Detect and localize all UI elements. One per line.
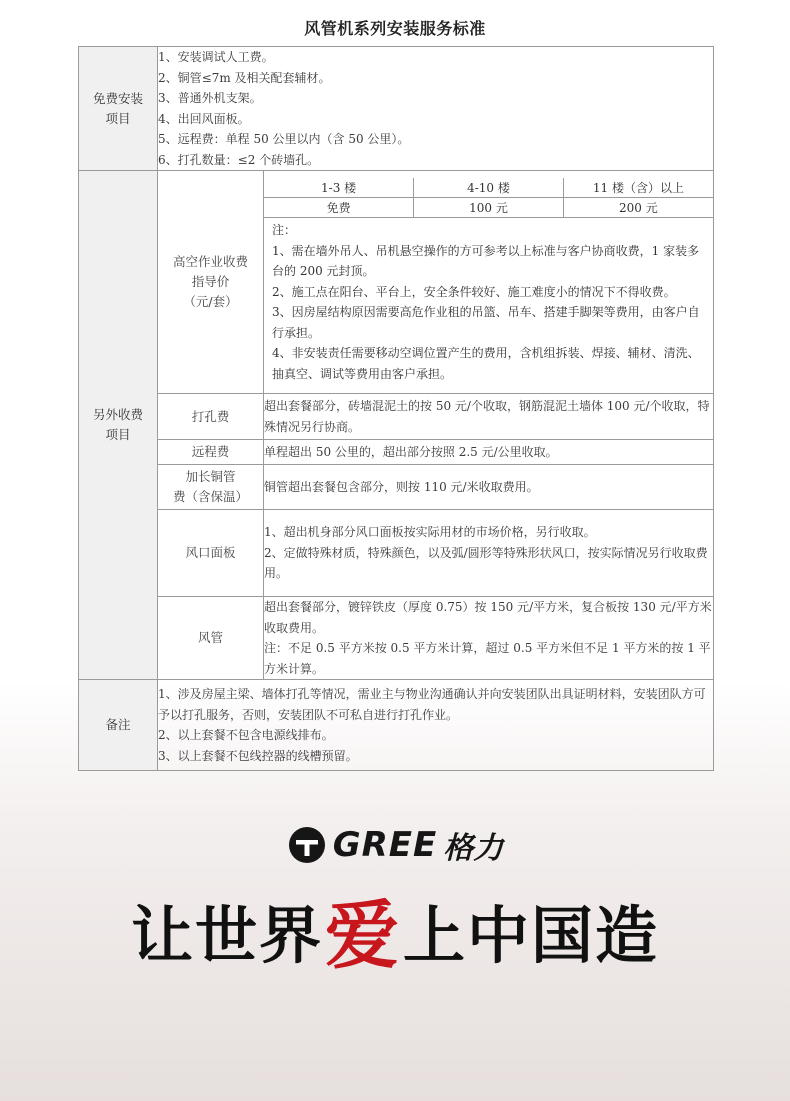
brand-name-en: GREE [332,825,438,865]
floor-header: 11 楼（含）以上 [563,178,713,198]
duct-label: 风管 [158,597,264,680]
list-item: 1、超出机身部分风口面板按实际用材的市场价格，另行收取。 [264,525,596,540]
floor-price: 200 元 [563,198,713,218]
floor-header: 1-3 楼 [264,178,414,198]
list-item: 超出套餐部分，镀锌铁皮（厚度 0.75）按 150 元/平方米，复合板按 130 元/平方米收取费用。 [264,600,712,635]
note-item: 2、施工点在阳台、平台上，安全条件较好、施工难度小的情况下不得收费。 [272,284,676,299]
service-standard-table [78,46,714,771]
high-altitude-label: 高空作业收费 指导价 （元/套） [158,171,264,394]
drilling-text: 超出套餐部分，砖墙混泥土的按 50 元/个收取，钢筋混泥土墙体 100 元/个收取，特殊情况另行协商。 [264,394,714,440]
high-altitude-row [79,171,714,394]
list-item: 3、普通外机支架。 [158,91,262,105]
slogan-part: 上中国造 [403,898,660,972]
brand-logo [0,818,790,872]
free-install-items [158,47,714,171]
list-item: 6、打孔数量：≤2 个砖墙孔。 [158,152,320,167]
slogan-part: 让世界 [130,898,323,972]
list-item: 注：不足 0.5 平方米按 0.5 平方米计算，超过 0.5 平方米但不足 1 平方米的按 1 平方米计算。 [264,641,711,676]
vent-panel-text [264,510,714,597]
drilling-row [79,394,714,440]
floor-price: 100 元 [414,198,564,218]
list-item: 1、涉及房屋主梁、墙体打孔等情况，需业主与物业沟通确认并向安装团队出具证明材料，安装团队方可予以打孔服务，否则，安装团队不可私自进行打孔作业。 [158,687,706,722]
vent-panel-label: 风口面板 [158,510,264,597]
list-item: 2、以上套餐不包含电源线排布。 [158,728,334,742]
brand-slogan [0,885,790,979]
list-item: 3、以上套餐不包线控器的线槽预留。 [158,748,358,763]
extra-charge-label: 另外收费 项目 [79,171,158,680]
floor-price-table [264,178,713,218]
note-item: 1、需在墙外吊人、吊机悬空操作的方可参考以上标准与客户协商收费，1 家装多台的 200 元封顶。 [272,243,700,278]
high-altitude-notes [264,218,713,386]
high-altitude-content [264,171,714,394]
copper-row [79,465,714,510]
drilling-label: 打孔费 [158,394,264,440]
list-item: 2、铜管≤7m 及相关配套辅材。 [158,70,331,85]
note-item: 4、非安装责任需要移动空调位置产生的费用，含机组拆装、焊接、辅材、清洗、抽真空、调试等费用由客户承担。 [272,346,700,381]
duct-row [79,597,714,680]
free-install-row [79,47,714,171]
remarks-row [79,680,714,771]
floor-header: 4-10 楼 [414,178,564,198]
list-item: 5、远程费：单程 50 公里以内（含 50 公里）。 [158,132,410,146]
list-item: 4、出回风面板。 [158,111,250,126]
copper-text: 铜管超出套餐包含部分，则按 110 元/米收取费用。 [264,465,714,510]
remarks-text [158,680,714,771]
distance-label: 远程费 [158,440,264,465]
remarks-label: 备注 [79,680,158,771]
note-item: 3、因房屋结构原因需要高危作业租的吊篮、吊车、搭建手脚架等费用，由客户自行承担。 [272,305,700,340]
page-title: 风管机系列安装服务标准 [304,19,486,38]
copper-label: 加长铜管 费（含保温） [158,465,264,510]
free-install-label: 免费安装 项目 [79,47,158,171]
floor-price: 免费 [264,198,414,218]
brand-name-cn: 格力 [443,831,504,866]
gree-logo-icon [287,825,327,865]
distance-row [79,440,714,465]
list-item: 1、安装调试人工费。 [158,50,274,64]
vent-panel-row [79,510,714,597]
note-item: 注： [272,223,297,237]
distance-text: 单程超出 50 公里的，超出部分按照 2.5 元/公里收取。 [264,440,714,465]
duct-text [264,597,714,680]
list-item: 2、定做特殊材质，特殊颜色，以及弧/圆形等特殊形状风口，按实际情况另行收取费用。 [264,545,708,581]
slogan-accent: 爱 [325,893,401,979]
